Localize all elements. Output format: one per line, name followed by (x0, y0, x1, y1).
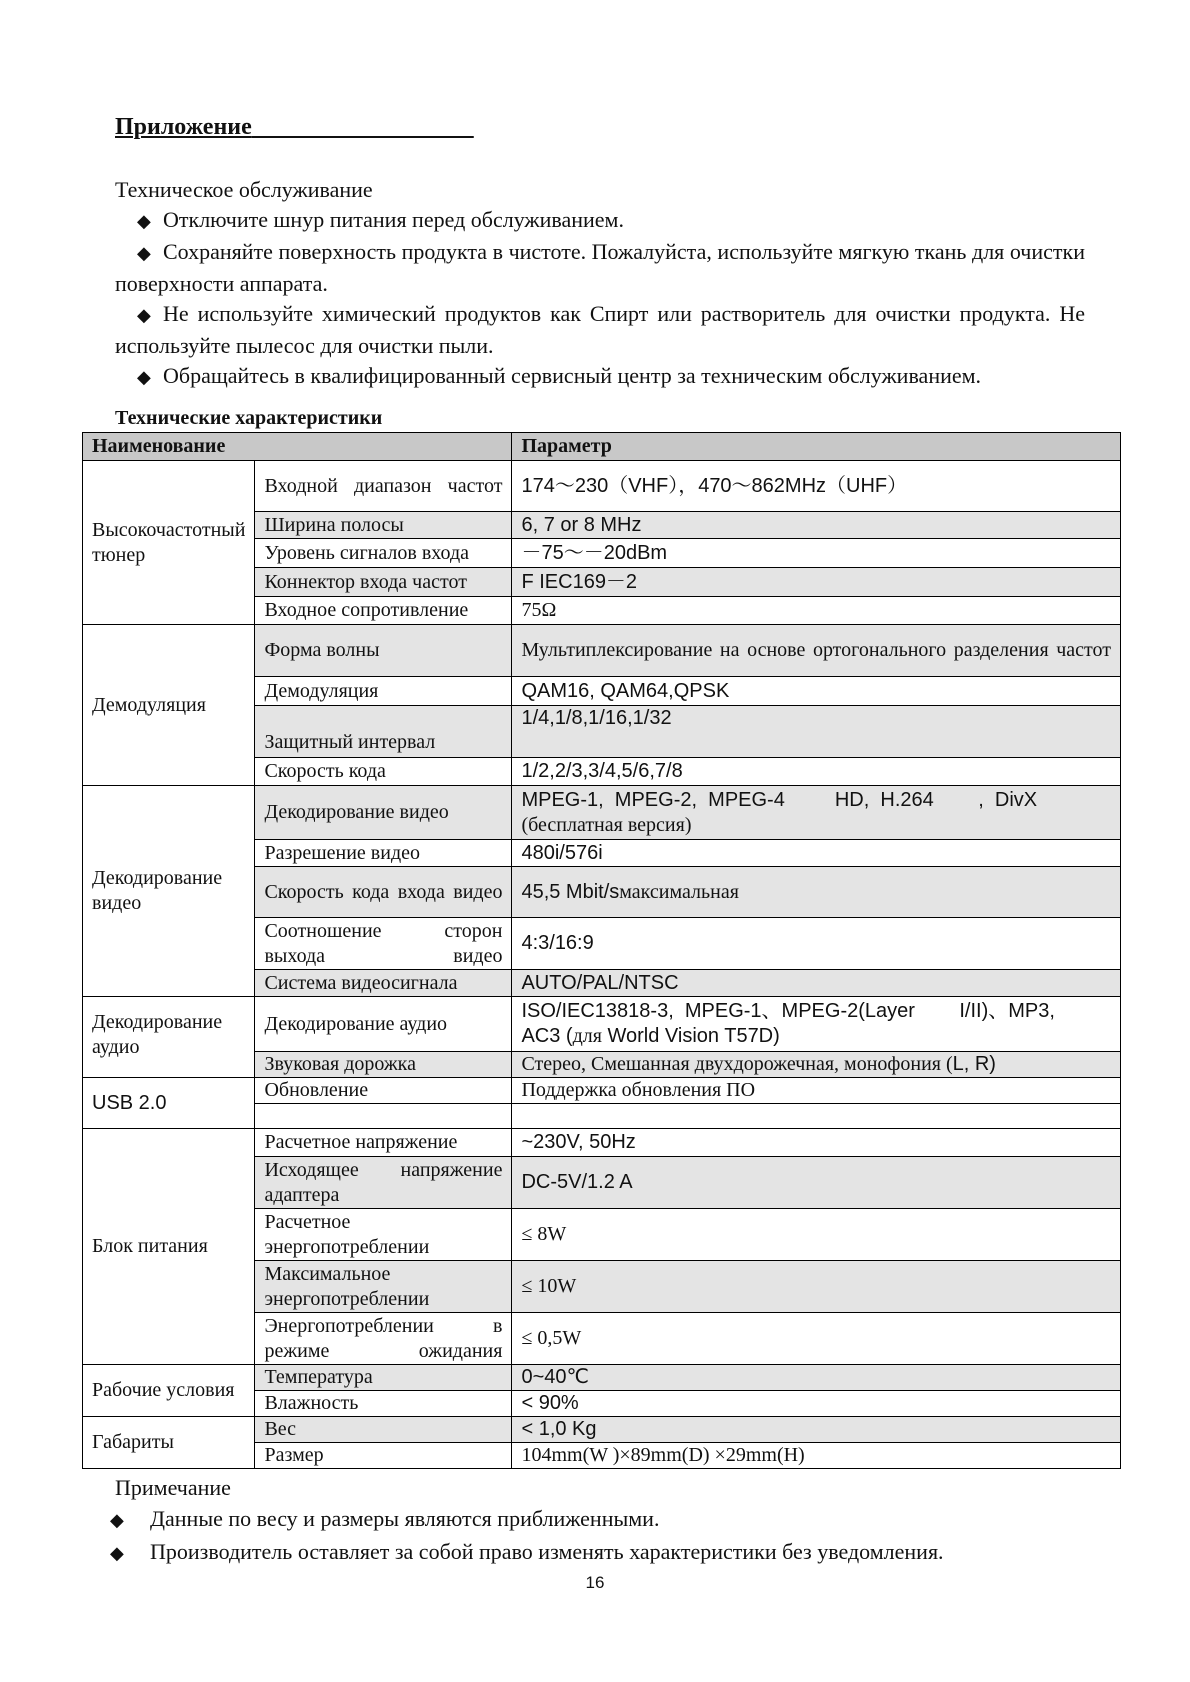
group-label: Блок питания (83, 1129, 255, 1365)
row-value: 6, 7 or 8 MHz (512, 512, 1121, 539)
row-value: ≤ 10W (512, 1261, 1121, 1313)
row-value (512, 1104, 1121, 1129)
row-value: Стерео, Смешанная двухдорожечная, монофония (L, R) (512, 1052, 1121, 1078)
diamond-bullet-icon: ◆ (137, 211, 151, 232)
group-label: Высокочастотный тюнер (83, 461, 255, 625)
note-item: ◆ Производитель оставляет за собой право изменять характеристики без уведомления. (110, 1536, 1095, 1569)
row-name (255, 1104, 512, 1129)
table-row (83, 1365, 1121, 1391)
row-name: Скорость кода (255, 758, 512, 786)
row-name: Декодирование аудио (255, 997, 512, 1052)
row-name: Расчетное энергопотреблении (255, 1209, 512, 1261)
group-label: Демодуляция (83, 625, 255, 786)
row-value: Мультиплексирование на основе ортогонального разделения частот (512, 625, 1121, 677)
row-name: Температура (255, 1365, 512, 1391)
row-name: Соотношение сторон выхода видео (255, 918, 512, 970)
row-name: Система видеосигнала (255, 970, 512, 997)
row-value: －75～－20dBm (512, 539, 1121, 568)
maintenance-section (115, 175, 1085, 393)
group-label: Декодирование видео (83, 786, 255, 997)
table-row (83, 625, 1121, 677)
row-value: Поддержка обновления ПО (512, 1078, 1121, 1104)
row-value: < 1,0 Kg (512, 1417, 1121, 1443)
row-name: Максимальное энергопотреблении (255, 1261, 512, 1313)
table-row (83, 1129, 1121, 1157)
page-number: 16 (585, 1573, 605, 1592)
table-row (83, 1417, 1121, 1443)
diamond-bullet-icon: ◆ (110, 1543, 124, 1564)
row-value: ISO/IEC13818-3, MPEG-1、MPEG-2(Layer I/II)、MP3, AC3 (для World Vision T57D) (512, 997, 1121, 1052)
header-param: Параметр (512, 433, 1121, 461)
row-value: 1/4,1/8,1/16,1/32 (512, 706, 1121, 758)
row-name: Форма волны (255, 625, 512, 677)
row-name: Демодуляция (255, 677, 512, 706)
row-value: DC-5V/1.2 A (512, 1157, 1121, 1209)
header-name: Наименование (83, 433, 512, 461)
row-name: Влажность (255, 1391, 512, 1417)
specs-title: Технические характеристики (115, 407, 383, 429)
row-value: ≤ 0,5W (512, 1313, 1121, 1365)
notes-heading: Примечание (115, 1475, 231, 1500)
maintenance-item: ◆ Обращайтесь в квалифицированный сервисный центр за техническим обслуживанием. (115, 361, 1085, 393)
row-value: ≤ 8W (512, 1209, 1121, 1261)
row-name: Скорость кода входа видео (255, 867, 512, 918)
row-value: F IEC169－2 (512, 568, 1121, 597)
row-value: MPEG-1, MPEG-2, MPEG-4 HD, H.264 , DivX (бесплатная версия) (512, 786, 1121, 840)
row-name: Уровень сигналов входа (255, 539, 512, 568)
notes-section (110, 1472, 1095, 1569)
group-label: Рабочие условия (83, 1365, 255, 1417)
table-row (83, 1078, 1121, 1104)
row-value: 4:3/16:9 (512, 918, 1121, 970)
diamond-bullet-icon: ◆ (110, 1510, 124, 1531)
row-value: 480i/576i (512, 840, 1121, 867)
row-name: Входной диапазон частот (255, 461, 512, 512)
row-name: Размер (255, 1443, 512, 1469)
row-name: Ширина полосы (255, 512, 512, 539)
note-item: ◆ Данные по весу и размеры являются приближенными. (110, 1503, 1095, 1536)
table-row (83, 786, 1121, 840)
page-title: Приложение (115, 114, 252, 140)
maintenance-item: ◆ Не используйте химический продуктов как Спирт или растворитель для очистки продукта. Не используйте пылесос для очистки пыли. (115, 301, 1085, 358)
row-name: Звуковая дорожка (255, 1052, 512, 1078)
group-label: USB 2.0 (83, 1078, 255, 1129)
diamond-bullet-icon: ◆ (137, 305, 151, 326)
table-row (83, 461, 1121, 512)
table-header-row (83, 433, 1121, 461)
maintenance-item: ◆ Сохраняйте поверхность продукта в чистоте. Пожалуйста, используйте мягкую ткань для очистки поверхности аппарата. (115, 239, 1085, 296)
row-name: Вес (255, 1417, 512, 1443)
table-row (83, 997, 1121, 1052)
row-value: ~230V, 50Hz (512, 1129, 1121, 1157)
row-value: AUTO/PAL/NTSC (512, 970, 1121, 997)
row-name: Энергопотреблении в режиме ожидания (255, 1313, 512, 1365)
row-value: 0~40℃ (512, 1365, 1121, 1391)
row-value: 104mm(W )×89mm(D) ×29mm(H) (512, 1443, 1121, 1469)
row-name: Разрешение видео (255, 840, 512, 867)
row-name: Исходящее напряжение адаптера (255, 1157, 512, 1209)
maintenance-item: ◆ Отключите шнур питания перед обслуживанием. (115, 205, 1085, 237)
row-name: Расчетное напряжение (255, 1129, 512, 1157)
group-label: Декодирование аудио (83, 997, 255, 1078)
diamond-bullet-icon: ◆ (137, 367, 151, 388)
row-name: Декодирование видео (255, 786, 512, 840)
row-value: 174～230（VHF），470～862MHz（UHF） (512, 461, 1121, 512)
row-value: 75Ω (512, 597, 1121, 625)
group-label: Габариты (83, 1417, 255, 1469)
maintenance-heading: Техническое обслуживание (115, 177, 373, 202)
row-name: Коннектор входа частот (255, 568, 512, 597)
diamond-bullet-icon: ◆ (137, 243, 151, 264)
row-name: Входное сопротивление (255, 597, 512, 625)
row-value: 1/2,2/3,3/4,5/6,7/8 (512, 758, 1121, 786)
row-name: Защитный интервал (255, 706, 512, 758)
specs-table (82, 432, 1121, 1469)
row-name: Обновление (255, 1078, 512, 1104)
row-value: 45,5 Mbit/sмаксимальная (512, 867, 1121, 918)
row-value: QAM16, QAM64,QPSK (512, 677, 1121, 706)
row-value: < 90% (512, 1391, 1121, 1417)
